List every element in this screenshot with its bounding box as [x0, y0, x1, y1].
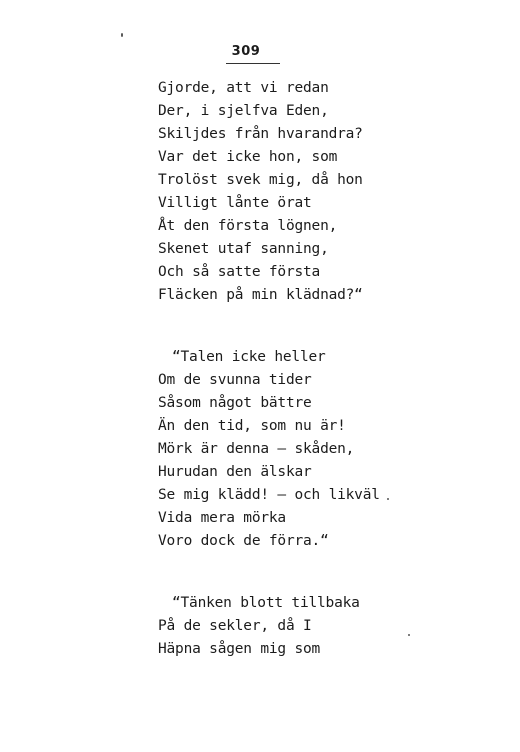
- poem-line: Åt den första lögnen,: [158, 218, 338, 234]
- poem-line: Voro dock de förra.“: [158, 533, 329, 549]
- poem-line: Mörk är denna — skåden,: [158, 441, 355, 457]
- poem-line: Var det icke hon, som: [158, 149, 338, 165]
- poem-line: Der, i sjelfva Eden,: [158, 103, 329, 119]
- poem-line: Skenet utaf sanning,: [158, 241, 329, 257]
- stanza-1: [158, 77, 458, 307]
- stanza-2: [158, 346, 458, 553]
- poem-line: Såsom något bättre: [158, 395, 312, 411]
- page-number: 309: [231, 44, 261, 59]
- poem-line: Än den tid, som nu är!: [158, 418, 346, 434]
- print-speck: [408, 634, 410, 636]
- poem-line: Hurudan den älskar: [158, 464, 312, 480]
- poem-line: Om de svunna tider: [158, 372, 312, 388]
- poem-line: På de sekler, då I: [158, 618, 312, 634]
- print-speck: [121, 33, 123, 37]
- print-speck: [387, 498, 389, 500]
- poem-line: Gjorde, att vi redan: [158, 80, 329, 96]
- poem-line: “Tänken blott tillbaka: [172, 595, 360, 611]
- poem-line: Och så satte första: [158, 264, 321, 280]
- stanza-3: [158, 592, 458, 661]
- poem-line: Vida mera mörka: [158, 510, 286, 526]
- poem-line: Trolöst svek mig, då hon: [158, 172, 363, 188]
- poem-line: Fläcken på min klädnad?“: [158, 287, 363, 303]
- poem-line: “Talen icke heller: [172, 349, 326, 365]
- poem-line: Häpna sågen mig som: [158, 641, 321, 657]
- poem-line: Se mig klädd! — och likväl: [158, 487, 380, 503]
- poem-line: Skiljdes från hvarandra?: [158, 126, 363, 142]
- poem-line: Villigt lånte örat: [158, 195, 312, 211]
- page-number-rule: [226, 63, 280, 64]
